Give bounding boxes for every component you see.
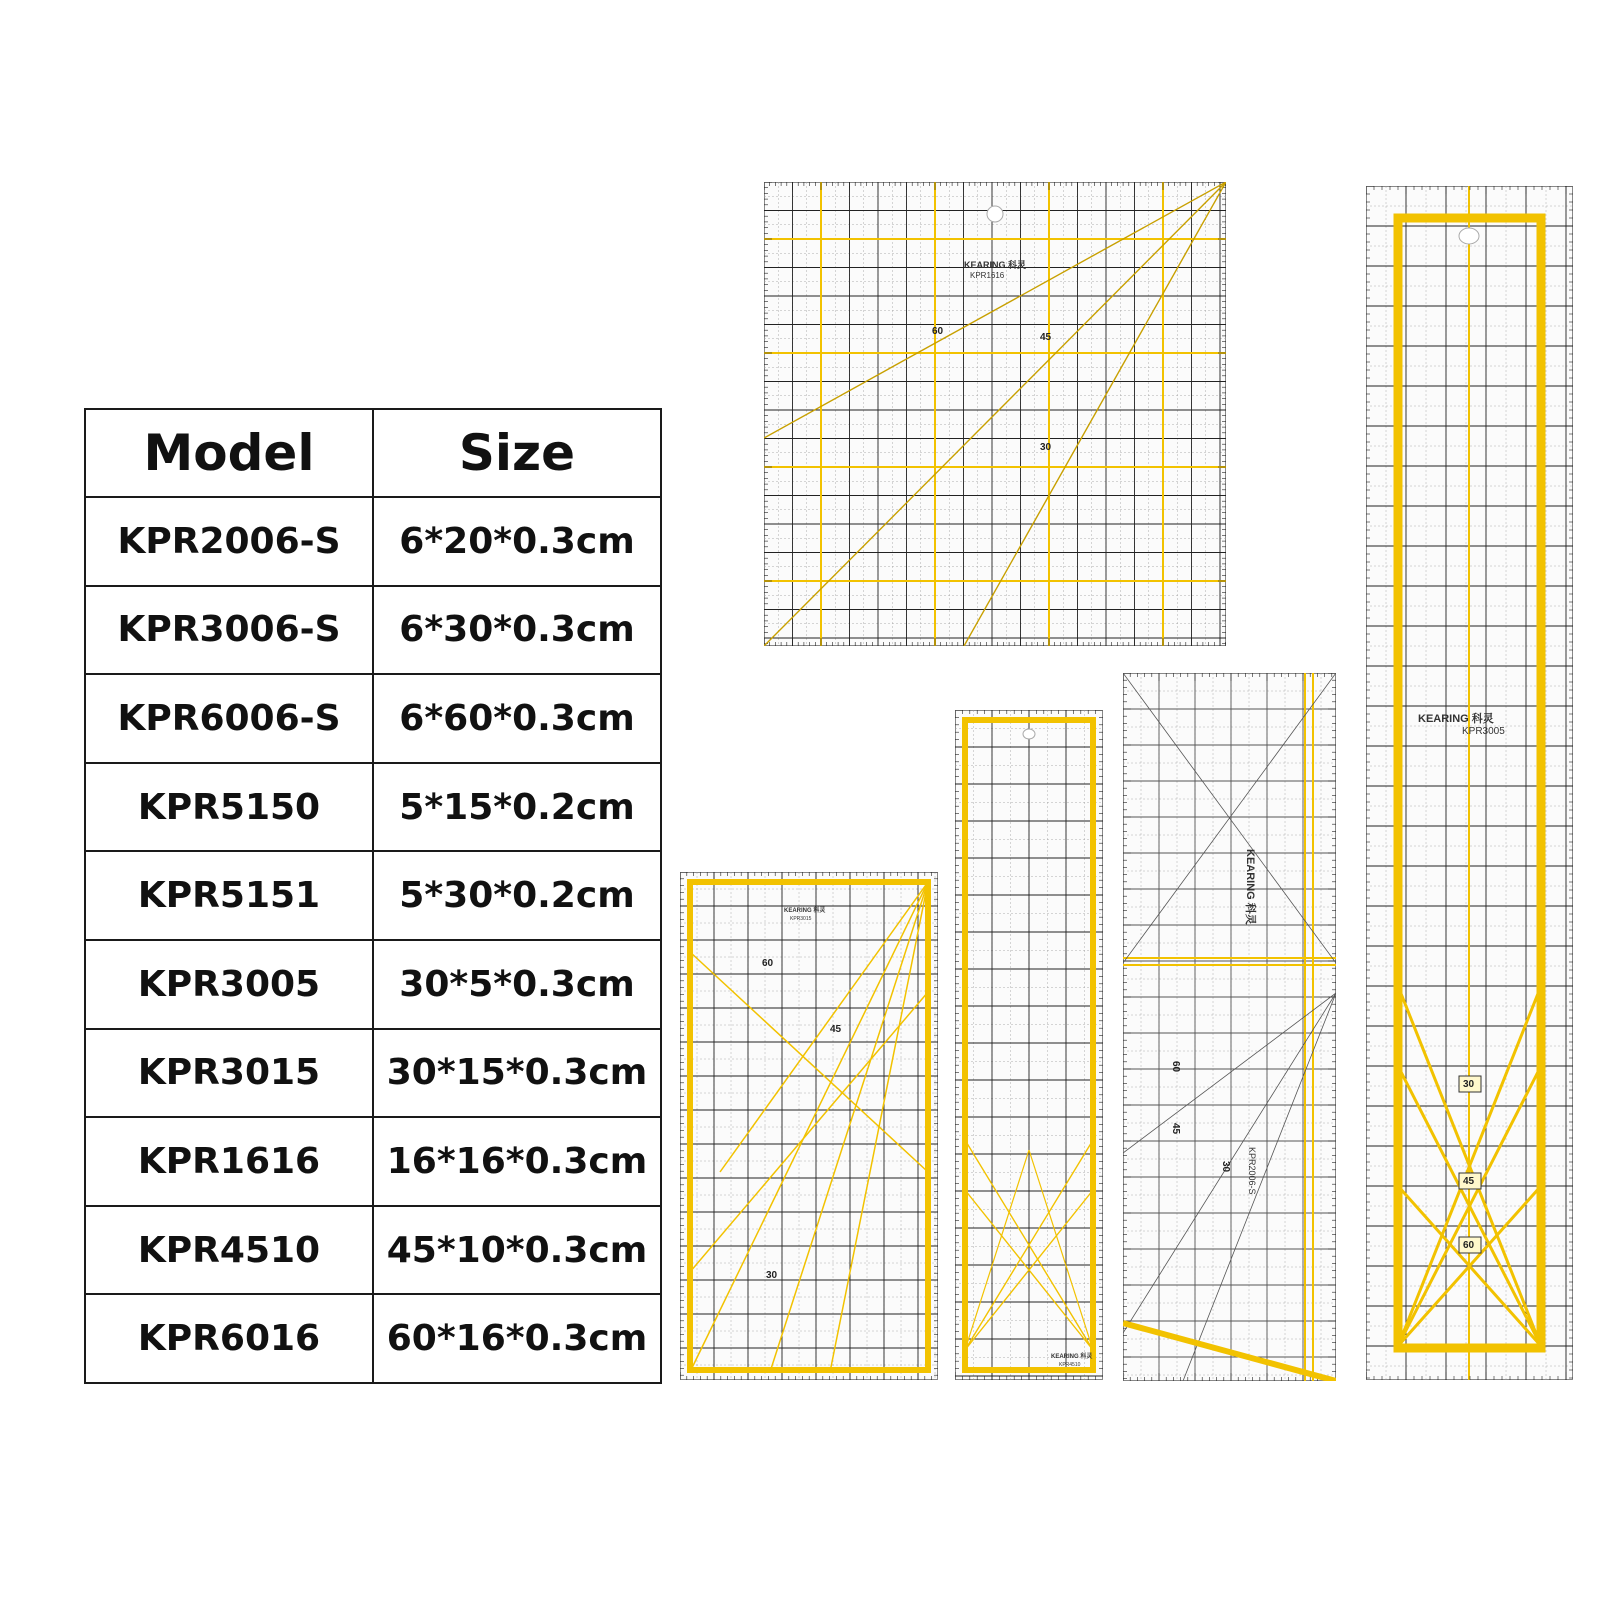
model-cell: KPR6016 bbox=[85, 1294, 373, 1383]
ruler-kpr2006-image bbox=[1123, 673, 1336, 1381]
angle-label: 60 bbox=[762, 958, 774, 969]
ruler-model-text: KPR3015 bbox=[790, 916, 812, 922]
angle-label: 60 bbox=[932, 326, 944, 337]
table-row bbox=[85, 940, 661, 1029]
hanging-hole bbox=[1023, 729, 1035, 739]
table-row bbox=[85, 586, 661, 675]
model-cell: KPR2006-S bbox=[85, 497, 373, 586]
angle-label: 30 bbox=[766, 1270, 778, 1281]
ruler-brand-text: KEARING 科灵 bbox=[1418, 713, 1494, 725]
ruler-model-text: KPR2006-S bbox=[1247, 1147, 1257, 1195]
model-cell: KPR3015 bbox=[85, 1029, 373, 1118]
ruler-model-text: KPR3005 bbox=[1462, 726, 1505, 737]
model-cell: KPR5150 bbox=[85, 763, 373, 852]
ruler-kpr1616-image bbox=[764, 182, 1226, 646]
ruler-brand-text: KEARING 科灵 bbox=[964, 260, 1027, 270]
header-model: Model bbox=[85, 409, 373, 497]
size-cell: 45*10*0.3cm bbox=[373, 1206, 661, 1295]
angle-label: 45 bbox=[1463, 1176, 1475, 1187]
size-cell: 6*20*0.3cm bbox=[373, 497, 661, 586]
angle-label: 30 bbox=[1463, 1079, 1475, 1090]
table-row bbox=[85, 497, 661, 586]
hanging-hole bbox=[1459, 228, 1479, 244]
angle-label: 30 bbox=[1220, 1161, 1231, 1173]
table-row bbox=[85, 851, 661, 940]
angle-label: 45 bbox=[1040, 332, 1052, 343]
angle-label: 60 bbox=[1463, 1240, 1475, 1251]
hanging-hole bbox=[987, 206, 1003, 222]
angle-label: 45 bbox=[830, 1024, 842, 1035]
model-cell: KPR3006-S bbox=[85, 586, 373, 675]
size-cell: 60*16*0.3cm bbox=[373, 1294, 661, 1383]
table-row bbox=[85, 1294, 661, 1383]
header-size: Size bbox=[373, 409, 661, 497]
angle-label: 60 bbox=[1170, 1061, 1181, 1073]
table-header-row bbox=[85, 409, 661, 497]
size-cell: 30*5*0.3cm bbox=[373, 940, 661, 1029]
model-cell: KPR1616 bbox=[85, 1117, 373, 1206]
model-cell: KPR6006-S bbox=[85, 674, 373, 763]
size-cell: 16*16*0.3cm bbox=[373, 1117, 661, 1206]
ruler-brand-text: KEARING 科灵 bbox=[1244, 849, 1256, 925]
size-cell: 30*15*0.3cm bbox=[373, 1029, 661, 1118]
size-table bbox=[84, 408, 662, 1384]
ruler-kpr1616-graphic bbox=[764, 182, 1226, 646]
ruler-kpr2006-graphic bbox=[1123, 673, 1336, 1381]
ruler-brand-text: KEARING 科灵 bbox=[784, 908, 826, 914]
table-row bbox=[85, 763, 661, 852]
ruler-kpr3015-image bbox=[680, 872, 938, 1380]
ruler-kpr4510-graphic bbox=[955, 710, 1103, 1380]
ruler-kpr3015-graphic bbox=[680, 872, 938, 1380]
ruler-kpr3005-image bbox=[1366, 186, 1573, 1380]
size-cell: 5*30*0.2cm bbox=[373, 851, 661, 940]
ruler-model-text: KPR1616 bbox=[970, 271, 1005, 280]
table-row bbox=[85, 1029, 661, 1118]
angle-label: 45 bbox=[1170, 1123, 1181, 1135]
size-cell: 5*15*0.2cm bbox=[373, 763, 661, 852]
angle-label: 30 bbox=[1040, 442, 1052, 453]
ruler-brand-text: KEARING 科灵 bbox=[1051, 1354, 1093, 1360]
size-cell: 6*30*0.3cm bbox=[373, 586, 661, 675]
table-row bbox=[85, 674, 661, 763]
model-cell: KPR5151 bbox=[85, 851, 373, 940]
model-cell: KPR4510 bbox=[85, 1206, 373, 1295]
ruler-kpr4510-image bbox=[955, 710, 1103, 1380]
table-row bbox=[85, 1117, 661, 1206]
ruler-body bbox=[1124, 674, 1336, 1381]
model-cell: KPR3005 bbox=[85, 940, 373, 1029]
ruler-kpr3005-graphic bbox=[1366, 186, 1573, 1380]
ruler-model-text: KPR4510 bbox=[1059, 1362, 1081, 1368]
size-cell: 6*60*0.3cm bbox=[373, 674, 661, 763]
table-row bbox=[85, 1206, 661, 1295]
